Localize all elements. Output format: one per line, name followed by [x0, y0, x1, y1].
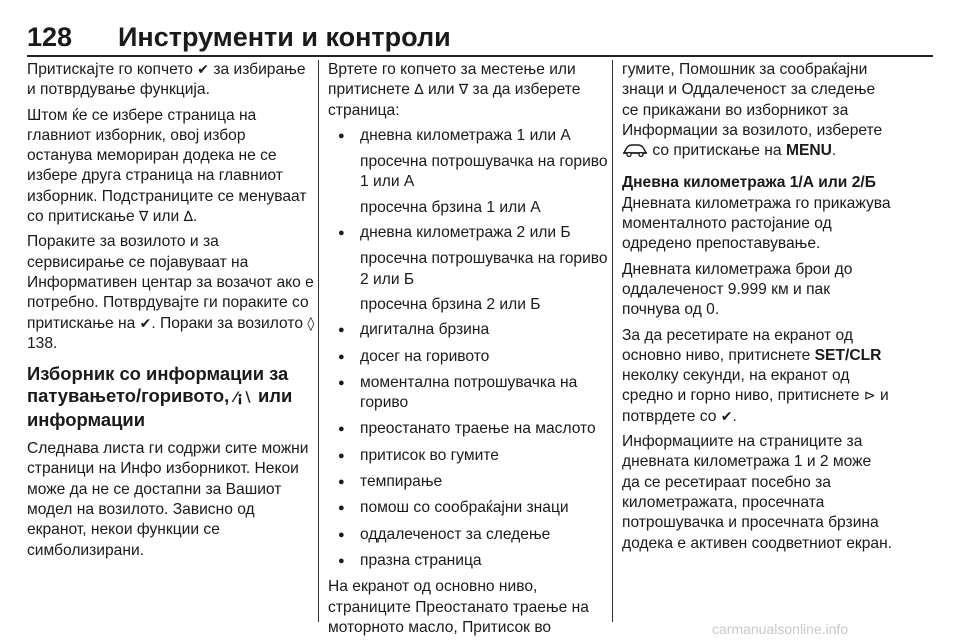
down-icon: ∇: [138, 209, 149, 226]
subsection-heading: Дневна километража 1/А или 2/Б: [622, 174, 876, 192]
text: неколку секунди, на екранот од средно и горно ниво, притиснете: [622, 367, 860, 405]
paragraph: Дневната километража го прикажува моменталното растојание од одредено препоставување.: [622, 194, 891, 253]
watermark: carmanualsonline.info: [712, 621, 849, 637]
list-item: ● моментална потрошувачка на гориво: [328, 373, 610, 414]
list-item: ● дневна километража 2 или Б: [328, 223, 610, 243]
paragraph: [27, 60, 315, 101]
menu-button-label: MENU: [785, 142, 832, 160]
paragraph: Информациите на страниците за дневната километража 1 и 2 може да се ресетираат посебно за километражата, просечната потрошувачка и просечната брзина додека е активен соодветниот екран.: [622, 433, 893, 552]
paragraph: Следнава листа ги содржи сите можни страници на Инфо изборникот. Некои може да не се достапни за Вашиот модел на возилото. Зависно од екранот, некои функции се симболизирани.: [27, 440, 309, 559]
column-2: [328, 60, 610, 643]
paragraph: [27, 232, 315, 354]
check-icon: ✔: [197, 62, 209, 78]
column-divider: [612, 60, 613, 622]
paragraph: Дневната километража брои до оддалеченост 9.999 км и пак почнува од 0.: [622, 260, 853, 319]
text: .: [732, 407, 737, 425]
list-item: ● празна страница: [328, 551, 610, 571]
down-icon: ∇: [458, 82, 469, 99]
list-item: ● темпирање: [328, 472, 610, 492]
check-icon: ✔: [720, 408, 733, 425]
list-item: ● дигитална брзина: [328, 320, 610, 340]
car-icon: [622, 143, 648, 157]
text: Притискајте го копчето: [27, 61, 193, 78]
text: или: [427, 81, 455, 99]
column-divider: [318, 60, 319, 622]
paragraph: [622, 326, 892, 427]
paragraph: [622, 60, 892, 161]
text: Изборник со информации за патувањето/горивото,: [27, 363, 289, 407]
page-list: [328, 320, 610, 571]
text: .: [831, 142, 837, 160]
text: или: [152, 208, 180, 226]
page-number: 128: [27, 22, 73, 52]
header-rule: [27, 55, 933, 57]
section-heading: [27, 363, 315, 431]
text: и потврдете со: [622, 387, 889, 425]
text: со притискање на: [652, 142, 782, 160]
sub-item: просечна брзина 2 или Б: [360, 295, 541, 313]
sub-item: просечна брзина 1 или А: [360, 198, 541, 216]
check-icon: ✔: [139, 315, 152, 332]
list-item: ● досег на горивото: [328, 347, 610, 367]
text: .: [151, 314, 156, 332]
text: За да ресетирате на екранот од основно ниво, притиснете: [622, 326, 853, 364]
text: или информации: [27, 385, 293, 431]
text: за избирање и потврдување функција.: [27, 61, 306, 99]
slash-icon: ⁄: [234, 390, 237, 407]
paragraph: [27, 106, 315, 228]
list-item: ● преостанато траење на маслото: [328, 419, 610, 439]
text: гумите, Помошник за сообраќајни знаци и Оддалеченост за следење се прикажани во изборникот за Информации за возилото, изберете: [622, 61, 883, 139]
right-triangle-icon: ⊳: [863, 388, 876, 405]
column-1: [27, 60, 315, 566]
text: .: [192, 208, 198, 226]
page-list: [328, 126, 610, 146]
text: за да изберете страница:: [328, 81, 581, 119]
list-item: ● помош со сообраќајни знаци: [328, 498, 610, 518]
list-item: ● притисок во гумите: [328, 446, 610, 466]
page-list: [328, 223, 610, 243]
text: Вртете го копчето за местење или притиснете: [328, 61, 576, 99]
page-reference[interactable]: 138.: [27, 334, 58, 352]
info-icon: ¡: [236, 390, 244, 407]
list-item: ● дневна километража 1 или А: [328, 126, 610, 146]
text: Пораки за возилото: [160, 314, 304, 332]
backslash-icon: ∖: [243, 390, 253, 407]
paragraph: На екранот од основно ниво, страниците Преостанато траење на моторното масло, Притисок во: [328, 578, 589, 636]
up-icon: ∆: [183, 209, 193, 226]
set-clr-button-label: SET/CLR: [814, 346, 882, 364]
text: Штом ќе се избере страница на главниот изборник, овој избор останува мемориран додека не се избере друга страница на главниот изборник. Подстраниците се менуваат со притискање: [27, 106, 307, 226]
sub-item: просечна потрошувачка на гориво 2 или Б: [360, 250, 608, 288]
paragraph: [328, 60, 610, 121]
page-header: [0, 0, 960, 54]
list-item: ● оддалеченост за следење: [328, 525, 610, 545]
text: Пораките за возилото и за сервисирање се појавуваат на Информативен центар за возачот ако е потребно. Потврдувајте ги пораките со притискање на: [27, 233, 314, 332]
page-ref-icon: ◊: [307, 315, 315, 332]
up-icon: ∆: [414, 82, 424, 99]
chapter-title: Инструменти и контроли: [118, 22, 451, 52]
sub-item: просечна потрошувачка на гориво 1 или А: [360, 153, 608, 191]
column-3: [622, 60, 892, 559]
